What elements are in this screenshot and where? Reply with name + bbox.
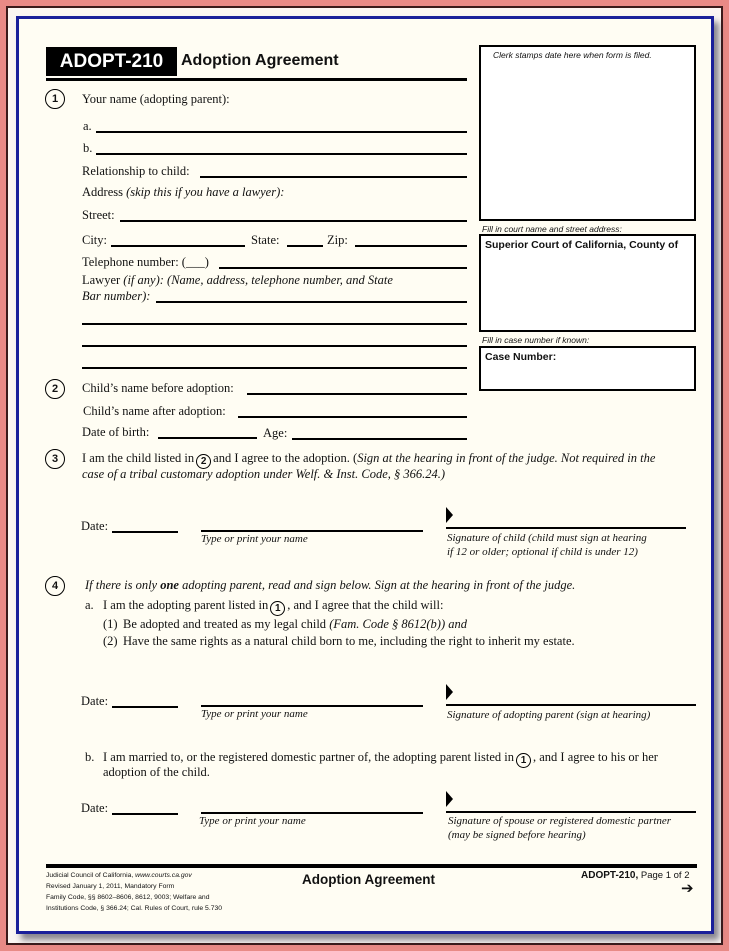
item-b-post: , and I agree to his or her (532, 750, 658, 764)
case-caption: Fill in case number if known: (482, 335, 590, 345)
parent-name-caption: Type or print your name (201, 708, 308, 720)
age-label: Age: (263, 426, 288, 440)
address-label-text: Address (82, 185, 123, 199)
footer-page-label: Page 1 of 2 (638, 870, 690, 881)
street-field[interactable] (120, 220, 467, 222)
item-1-text (123, 617, 467, 632)
item-a-text (103, 598, 443, 616)
ref-section-2: 2 (196, 454, 211, 469)
item-2-marker: (2) (103, 634, 118, 648)
dob-field[interactable] (158, 437, 257, 439)
footer-codes-2: Institutions Code, § 366.24; Cal. Rules of Court, rule 5.730 (46, 905, 223, 912)
item-1-text-main: Be adopted and treated as my legal child (123, 617, 330, 631)
child-name-before-field[interactable] (247, 393, 467, 395)
state-label: State: (251, 233, 280, 247)
spouse-signature-caption (448, 814, 671, 842)
form-page (16, 16, 714, 934)
item-a-marker: a. (85, 598, 94, 612)
court-caption: Fill in court name and street address: (482, 224, 622, 234)
intro-bold: one (160, 578, 179, 592)
next-page-arrow-icon[interactable]: ➔ (681, 879, 694, 897)
child-signature-field[interactable] (446, 527, 686, 529)
child-date-field[interactable] (112, 531, 178, 533)
child-sig-caption-2: if 12 or older; optional if child is under 12) (447, 546, 638, 558)
relationship-label: Relationship to child: (82, 164, 190, 178)
lawyer-label (82, 273, 393, 288)
title-rule (46, 78, 467, 81)
spouse-date-field[interactable] (112, 813, 178, 815)
zip-field[interactable] (355, 245, 467, 247)
lawyer-label-text: Lawyer (82, 273, 121, 287)
lawyer-field-line3[interactable] (82, 345, 467, 347)
parent-date-label: Date: (81, 694, 109, 708)
lawyer-note-line1: (if any): (Name, address, telephone number, and State (123, 273, 393, 287)
telephone-label: Telephone number: (___) (82, 255, 209, 269)
spouse-signature-field[interactable] (446, 811, 696, 813)
lawyer-note-line2: Bar number): (82, 289, 151, 303)
child-name-caption: Type or print your name (201, 533, 308, 545)
court-name-box[interactable] (479, 234, 696, 332)
item-b-marker: b. (85, 750, 95, 764)
case-number-box[interactable] (479, 346, 696, 391)
ref-section-1: 1 (270, 601, 285, 616)
item-a-pre: I am the adopting parent listed in (103, 598, 269, 612)
section-3-marker: 3 (45, 449, 65, 469)
item-1-marker: (1) (103, 617, 118, 631)
parent-date-field[interactable] (112, 706, 178, 708)
signature-arrow-icon (446, 507, 453, 523)
form-title: Adoption Agreement (181, 52, 339, 69)
name-a-field[interactable] (96, 131, 467, 133)
spouse-sig-caption-2: (may be signed before hearing) (448, 829, 586, 841)
footer-rule (46, 864, 697, 868)
lawyer-field-line4[interactable] (82, 367, 467, 369)
spouse-name-caption: Type or print your name (199, 815, 306, 827)
signature-arrow-icon (446, 791, 453, 807)
item-1-text-italic: (Fam. Code § 8612(b)) and (329, 617, 468, 631)
child-signature-caption (447, 531, 647, 559)
state-field[interactable] (287, 245, 323, 247)
parent-signature-field[interactable] (446, 704, 696, 706)
court-heading: Superior Court of California, County of (485, 239, 679, 251)
footer-title: Adoption Agreement (302, 872, 435, 887)
signature-arrow-icon (446, 684, 453, 700)
child-name-before-label: Child’s name before adoption: (82, 381, 234, 395)
dob-label: Date of birth: (82, 425, 150, 439)
street-label: Street: (82, 208, 115, 222)
form-id-badge: ADOPT-210 (46, 47, 177, 76)
name-a-label: a. (83, 119, 92, 133)
item-a-post: , and I agree that the child will: (287, 598, 444, 612)
ref-section-1: 1 (516, 753, 531, 768)
spouse-date-label: Date: (81, 801, 109, 815)
age-field[interactable] (292, 438, 467, 440)
child-consent-text-pre: I am the child listed in (82, 451, 195, 465)
item-b-text-line2: adoption of the child. (103, 765, 210, 779)
child-consent-italic-2: case of a tribal customary adoption under Welf. & Inst. Code, § 366.24.) (82, 467, 446, 481)
single-parent-intro (85, 578, 575, 593)
spouse-sig-caption-1: Signature of spouse or registered domestic partner (448, 815, 672, 827)
footer-form-id: ADOPT-210, (581, 870, 639, 881)
name-b-label: b. (83, 141, 93, 155)
footer-council: Judicial Council of California, (46, 872, 136, 879)
lawyer-field-line2[interactable] (82, 323, 467, 325)
footer-url[interactable]: www.courts.ca.gov (135, 872, 192, 879)
child-consent-italic-1: Sign at the hearing in front of the judge. Not required in the (357, 451, 656, 465)
city-label: City: (82, 233, 108, 247)
child-date-label: Date: (81, 519, 109, 533)
footer-citations (46, 870, 222, 914)
child-consent-text-post: and I agree to the adoption. ( (213, 451, 358, 465)
city-field[interactable] (111, 245, 245, 247)
zip-label: Zip: (327, 233, 348, 247)
child-name-after-label: Child’s name after adoption: (83, 404, 226, 418)
case-number-heading: Case Number: (485, 351, 557, 363)
footer-revised: Revised January 1, 2011, Mandatory Form (46, 883, 175, 890)
section-4-marker: 4 (45, 576, 65, 596)
intro-pre: If there is only (85, 578, 161, 592)
relationship-field[interactable] (200, 176, 467, 178)
adopting-parent-label: Your name (adopting parent): (82, 92, 230, 106)
lawyer-field-line1[interactable] (156, 301, 467, 303)
child-sig-caption-1: Signature of child (child must sign at hearing (447, 532, 647, 544)
intro-post: adopting parent, read and sign below. Sign at the hearing in front of the judge. (178, 578, 576, 592)
item-2-text: Have the same rights as a natural child born to me, including the right to inherit my estate. (123, 634, 575, 648)
address-label (82, 185, 284, 200)
parent-signature-caption: Signature of adopting parent (sign at hearing) (447, 709, 651, 721)
name-b-field[interactable] (96, 153, 467, 155)
child-name-after-field[interactable] (238, 416, 467, 418)
clerk-stamp-caption: Clerk stamps date here when form is filed. (493, 50, 652, 60)
footer-codes-1: Family Code, §§ 8602–8606, 8612, 9003; Welfare and (46, 894, 210, 901)
item-b-pre: I am married to, or the registered domestic partner of, the adopting parent listed in (103, 750, 514, 764)
clerk-stamp-box[interactable] (479, 45, 696, 221)
telephone-field[interactable] (219, 267, 467, 269)
footer-page-info (581, 870, 689, 881)
address-note: (skip this if you have a lawyer): (126, 185, 285, 199)
section-1-marker: 1 (45, 89, 65, 109)
section-2-marker: 2 (45, 379, 65, 399)
